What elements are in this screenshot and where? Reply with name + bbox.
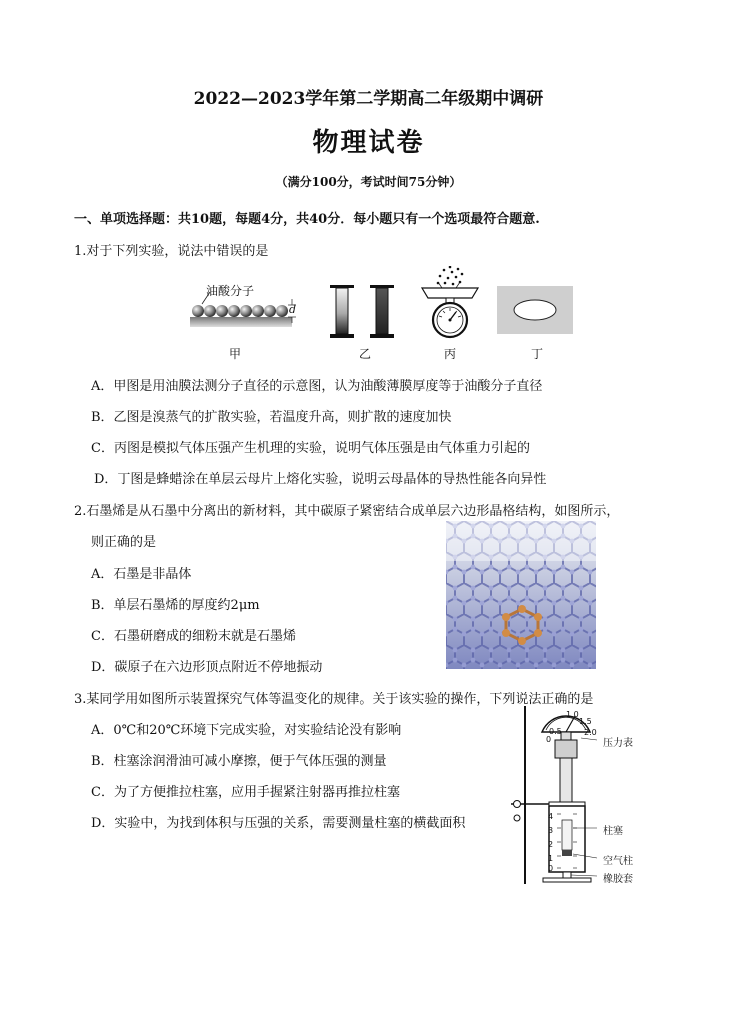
piston-label: 柱塞 [603, 826, 623, 837]
scale-num-0: 0 [548, 864, 554, 873]
q3-stem: 3.某同学用如图所示装置探究气体等温变化的规律。关于该实验的操作，下列说法正确的是 [74, 692, 594, 707]
exam-note: （满分100分，考试时间75分钟） [275, 175, 462, 189]
q2-stem-line2: 则正确的是 [91, 535, 157, 550]
air-column-label: 空气柱 [603, 856, 633, 867]
q1-option-c: C．丙图是模拟气体压强产生机理的实验，说明气体压强是由气体重力引起的 [91, 441, 530, 456]
q1-option-a: A．甲图是用油膜法测分子直径的示意图，认为油酸薄膜厚度等于油酸分子直径 [91, 379, 543, 394]
scale-num-3: 3 [548, 826, 554, 835]
q1-figure-bing [414, 266, 486, 342]
q1-option-d: D．丁图是蜂蜡涂在单层云母片上熔化实验，说明云母晶体的导热性能各向异性 [94, 472, 547, 487]
q1-stem: 1.对于下列实验，说法中错误的是 [74, 244, 269, 259]
q1-figure-yi [328, 284, 400, 340]
q2-option-b: B．单层石墨烯的厚度约2μm [91, 598, 260, 613]
q2-stem-line1: 2.石墨烯是从石墨中分离出的新材料，其中碳原子紧密结合成单层六边形晶格结构，如图所示， [74, 504, 620, 519]
gauge-num-2-0: 2.0 [584, 728, 597, 737]
section-heading: 一、单项选择题：共10题，每题4分，共40分．每小题只有一个选项最符合题意. [74, 212, 540, 227]
gauge-label: 压力表 [603, 738, 633, 749]
q1-option-b: B．乙图是溴蒸气的扩散实验，若温度升高，则扩散的速度加快 [91, 410, 452, 425]
q3-option-b: B．柱塞涂润滑油可减小摩擦，便于气体压强的测量 [91, 754, 387, 769]
mica-melt-diagram [497, 286, 573, 334]
exam-title: 2022—2023学年第二学期高二年级期中调研 [193, 89, 544, 109]
q3-option-a: A．0℃和20℃环境下完成实验，对实验结论没有影响 [91, 723, 402, 738]
gauge-num-1-5: 1.5 [579, 717, 592, 726]
q2-option-d: D．碳原子在六边形顶点附近不停地振动 [91, 660, 323, 675]
gauge-num-0: 0 [546, 735, 552, 744]
caption-yi: 乙 [359, 347, 372, 361]
gauge-num-0-5: 0.5 [549, 727, 562, 736]
q1-figure-ding [497, 286, 573, 334]
q3-option-c: C．为了方便推拉柱塞，应用手握紧注射器再推拉柱塞 [91, 785, 400, 800]
scale-num-1: 1 [548, 854, 554, 863]
graphene-lattice-illustration [446, 521, 596, 669]
graphene-image [446, 521, 596, 669]
q2-option-c: C．石墨研磨成的细粉末就是石墨烯 [91, 629, 296, 644]
pressure-scale-diagram [414, 266, 486, 342]
scale-num-4: 4 [548, 812, 554, 821]
rubber-cap-label: 橡胶套 [603, 874, 633, 885]
molecule-label: 油酸分子 [206, 284, 255, 298]
thickness-label: d [289, 303, 297, 316]
scale-num-2: 2 [548, 840, 554, 849]
gauge-num-1-0: 1.0 [566, 710, 579, 719]
q3-option-d: D．实验中，为找到体积与压强的关系，需要测量柱塞的横截面积 [91, 816, 466, 831]
caption-bing: 丙 [444, 347, 457, 361]
caption-ding: 丁 [531, 347, 544, 361]
exam-subject-title: 物理试卷 [312, 128, 425, 158]
caption-jia: 甲 [229, 347, 242, 361]
diffusion-tubes-diagram [328, 284, 400, 340]
q2-option-a: A．石墨是非晶体 [91, 567, 192, 582]
